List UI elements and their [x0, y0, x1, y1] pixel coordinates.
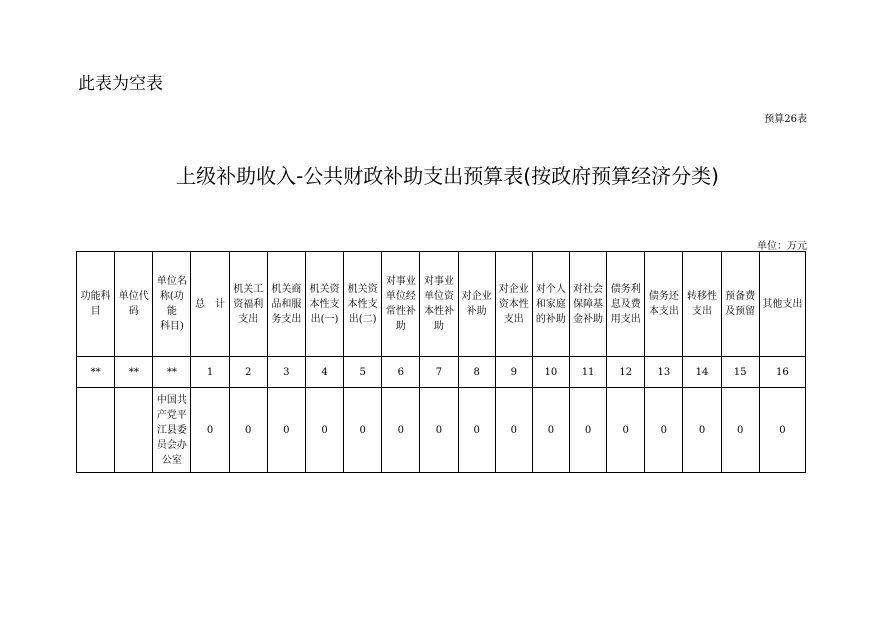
cell-text-line: 和家庭 — [535, 298, 566, 310]
cell-text-line: 单位经 — [385, 291, 416, 302]
cell-text-line: 本性支 — [347, 298, 378, 310]
column-number-cell: ** — [77, 357, 115, 388]
cell-text-line: 机关资 — [347, 283, 378, 295]
column-number-cell: 9 — [495, 357, 532, 388]
column-number-cell: 7 — [420, 357, 458, 388]
column-number-row — [77, 357, 806, 388]
column-header — [645, 252, 683, 357]
column-number-cell: 5 — [344, 357, 382, 388]
column-header — [759, 252, 805, 357]
cell-text-line: 债务还 — [648, 291, 679, 302]
column-header — [267, 252, 305, 357]
value-cell: 0 — [420, 388, 458, 473]
header-row — [77, 252, 806, 357]
cell-text-line: 科目) — [159, 321, 184, 332]
value-cell: 0 — [532, 388, 569, 473]
cell-text-line: 金补助 — [573, 313, 604, 325]
cell-text-line: 目 — [90, 306, 101, 317]
cell-text-line: 本性支 — [309, 298, 340, 310]
column-number-cell: 2 — [229, 357, 267, 388]
column-header — [344, 252, 382, 357]
unit-name-cell — [153, 388, 191, 473]
table-row — [77, 388, 806, 473]
value-cell: 0 — [759, 388, 805, 473]
cell-text-line: 对事业 — [385, 276, 416, 287]
column-header — [229, 252, 267, 357]
cell-text-line: 本支出 — [648, 306, 679, 317]
cell-text-line: 对企业 — [498, 283, 529, 295]
unit-code-cell — [115, 388, 153, 473]
function-code-cell — [77, 388, 115, 473]
cell-text-line: 及预留 — [725, 306, 756, 317]
value-cell: 0 — [721, 388, 759, 473]
column-number-cell: 3 — [267, 357, 305, 388]
value-cell: 0 — [458, 388, 495, 473]
value-cell: 0 — [305, 388, 343, 473]
value-cell: 0 — [191, 388, 229, 473]
cell-text-line: 称(功能 — [159, 291, 184, 317]
cell-text-line: 助 — [395, 321, 406, 332]
cell-text-line: 对社会 — [573, 283, 604, 295]
unit-label: 单位：万元 — [757, 241, 807, 252]
cell-text-line: 员会办 — [156, 439, 187, 451]
value-cell: 0 — [229, 388, 267, 473]
cell-text-line: 机关资 — [309, 283, 340, 295]
value-cell: 0 — [607, 388, 645, 473]
cell-text-line: 资福利 — [233, 298, 264, 310]
cell-text-line: 常性补 — [385, 306, 416, 317]
budget-table — [76, 251, 806, 473]
cell-text-line: 资本性 — [498, 298, 529, 310]
page-title: 上级补助收入-公共财政补助支出预算表(按政府预算经济分类) — [176, 164, 719, 188]
cell-text-line: 补助 — [466, 306, 487, 317]
cell-text-line: 公室 — [161, 454, 182, 466]
cell-text-line: 务支出 — [271, 313, 302, 325]
cell-text-line: 本性补 — [423, 306, 454, 317]
cell-text-line: 支出 — [503, 313, 524, 325]
value-cell: 0 — [344, 388, 382, 473]
column-number-cell: 14 — [683, 357, 721, 388]
cell-text-line: 产党平 — [156, 409, 187, 421]
cell-text-line: 机关工 — [233, 283, 264, 295]
column-number-cell: 15 — [721, 357, 759, 388]
column-number-cell: 1 — [191, 357, 229, 388]
cell-text-line: 的补助 — [535, 313, 566, 325]
column-number-cell: 8 — [458, 357, 495, 388]
cell-text-line: 保障基 — [573, 298, 604, 310]
cell-text-line: 机关商 — [271, 283, 302, 295]
column-header — [191, 252, 229, 357]
column-header — [607, 252, 645, 357]
cell-text-line: 功能科 — [80, 291, 111, 302]
table-number: 预算26表 — [764, 114, 807, 125]
value-cell: 0 — [569, 388, 606, 473]
cell-text-line: 对事业 — [423, 276, 454, 287]
column-header — [569, 252, 606, 357]
cell-text-line: 其他支出 — [762, 298, 803, 310]
column-number-cell: 10 — [532, 357, 569, 388]
cell-text-line: 品和服 — [271, 298, 302, 310]
cell-text-line: 支出 — [238, 313, 259, 325]
column-number-cell: 4 — [305, 357, 343, 388]
value-cell: 0 — [683, 388, 721, 473]
column-header — [458, 252, 495, 357]
column-number-cell: 6 — [382, 357, 420, 388]
column-header — [420, 252, 458, 357]
column-header — [153, 252, 191, 357]
cell-text-line: 江县委 — [156, 424, 187, 436]
column-header — [77, 252, 115, 357]
cell-text-line: 单位资 — [423, 291, 454, 302]
cell-text-line: 用支出 — [610, 313, 641, 325]
value-cell: 0 — [382, 388, 420, 473]
column-header — [305, 252, 343, 357]
cell-text-line: 单位代 — [118, 291, 149, 302]
column-number-cell: 16 — [759, 357, 805, 388]
column-header — [382, 252, 420, 357]
cell-text-line: 出(一) — [310, 313, 339, 325]
cell-text-line: 中国共 — [156, 394, 187, 406]
cell-text-line: 预备费 — [725, 291, 756, 302]
value-cell: 0 — [495, 388, 532, 473]
column-number-cell: 11 — [569, 357, 606, 388]
column-number-cell: ** — [115, 357, 153, 388]
cell-text-line: 对企业 — [461, 291, 492, 302]
column-header — [683, 252, 721, 357]
cell-text-line: 助 — [433, 321, 444, 332]
cell-text-line: 对个人 — [535, 283, 566, 295]
cell-text-line: 支出 — [692, 306, 713, 317]
value-cell: 0 — [267, 388, 305, 473]
column-header — [495, 252, 532, 357]
cell-text-line: 债务利 — [610, 283, 641, 295]
cell-text-line: 单位名 — [156, 276, 187, 287]
empty-table-note: 此表为空表 — [78, 74, 163, 94]
cell-text-line: 息及费 — [610, 298, 641, 310]
column-number-cell: 12 — [607, 357, 645, 388]
column-number-cell: 13 — [645, 357, 683, 388]
cell-text-line: 出(二) — [348, 313, 377, 325]
column-header — [532, 252, 569, 357]
cell-text-line: 码 — [128, 306, 139, 317]
cell-text-line: 总 计 — [195, 298, 226, 310]
column-header — [115, 252, 153, 357]
value-cell: 0 — [645, 388, 683, 473]
column-number-cell: ** — [153, 357, 191, 388]
cell-text-line: 转移性 — [687, 291, 718, 302]
column-header — [721, 252, 759, 357]
